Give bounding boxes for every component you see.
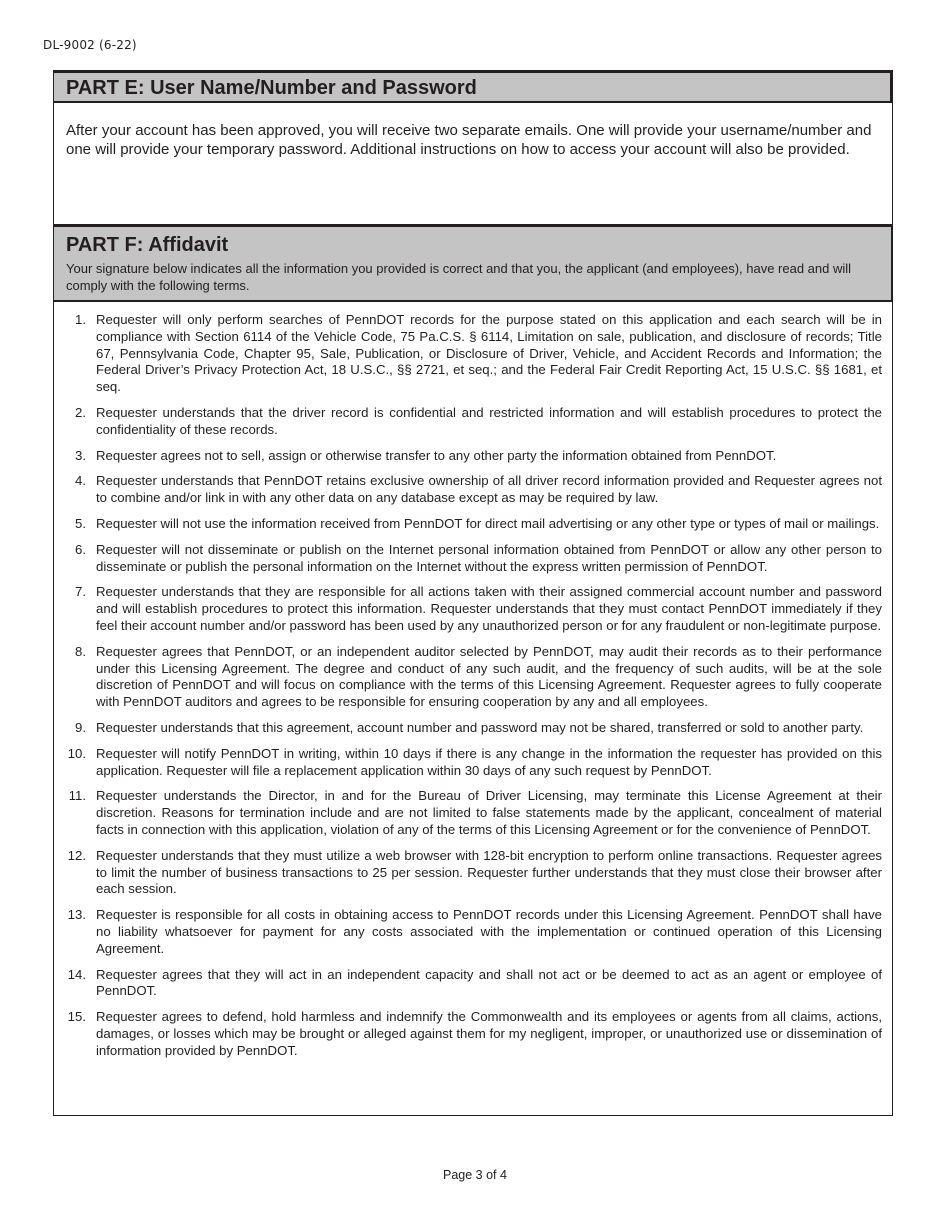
term-text: Requester agrees that they will act in an independent capacity and shall not act or be deemed to act as an agent or employee of PennDOT. [96, 966, 882, 999]
term-number: 15. [67, 1009, 86, 1025]
term-text: Requester understands that PennDOT retains exclusive ownership of all driver record information provided and Requester agrees not to combine and/or link in with any other data on any database except as may be required by law. [96, 473, 882, 506]
term-item [64, 516, 882, 533]
term-number: 2. [75, 404, 86, 420]
part-f-title: PART F: Affidavit [66, 234, 229, 256]
term-text: Requester understands that this agreement, account number and password may not be shared, transferred or sold to another party. [96, 719, 864, 735]
part-f-intro: Your signature below indicates all the information you provided is correct and that you, the applicant (and employees), have read and will comply with the following terms. [66, 261, 852, 293]
term-item [64, 542, 882, 576]
term-number: 4. [75, 473, 86, 489]
part-e-header [54, 73, 892, 103]
term-text: Requester will only perform searches of PennDOT records for the purpose stated on this application and each search will be in compliance with Section 6114 of the Vehicle Code, 75 Pa.C.S. § 6114, Limitation on sale, publication, and disclosure of records; Title 67, Pennsylvania Code, Chapter 95, Sale, Publication, or Disclosure of Driver, Vehicle, and Accident Records and Information; the Federal Driver’s Privacy Protection Act, 18 U.S.C., §§ 2721, et seq.; and the Federal Fair Credit Reporting Act, 15 U.S.C. §§ 1681, et seq. [96, 312, 882, 395]
term-number: 1. [75, 312, 86, 327]
term-text: Requester understands that they must utilize a web browser with 128-bit encryption to perform online transactions. Requester agrees to limit the number of business transactions to 25 per session. Requester further understands that they must close their browser after each session. [96, 847, 882, 897]
term-number: 8. [75, 643, 86, 659]
term-number: 10. [67, 745, 86, 761]
term-item [64, 720, 882, 737]
term-number: 13. [67, 907, 86, 923]
term-number: 5. [75, 515, 86, 531]
term-item [64, 312, 882, 396]
term-item [64, 405, 882, 439]
term-item [64, 473, 882, 507]
term-text: Requester understands that they are responsible for all actions taken with their assigned commercial account number and password and will establish procedures to protect this information. Requester understands that they must contact PennDOT immediately if they feel their account number and/or password has been used by any unauthorized person or for any fraudulent or non-legitimate purpose. [96, 584, 882, 633]
term-text: Requester will notify PennDOT in writing, within 10 days if there is any change in the information the requester has provided on this application. Requester will file a replacement application within 30 days of any such request by PennDOT. [96, 745, 882, 778]
term-item [64, 1009, 882, 1059]
term-item [64, 788, 882, 838]
terms-list [54, 302, 892, 1059]
part-e-body: After your account has been approved, you will receive two separate emails. One will provide your username/number and one will provide your temporary password. Additional instructions on how to access your account will also be provided. [54, 103, 892, 227]
term-text: Requester agrees not to sell, assign or otherwise transfer to any other party the information obtained from PennDOT. [96, 447, 777, 463]
term-text: Requester understands that the driver record is confidential and restricted information and will establish procedures to protect the confidentiality of these records. [96, 404, 882, 437]
term-item [64, 746, 882, 780]
term-text: Requester will not use the information received from PennDOT for direct mail advertising or any other type or types of mail or mailings. [96, 515, 880, 531]
term-number: 12. [67, 847, 86, 863]
term-number: 9. [75, 719, 86, 735]
term-number: 7. [75, 584, 86, 600]
term-number: 14. [67, 966, 86, 982]
form-frame [53, 70, 893, 1116]
term-item [64, 584, 882, 634]
term-number: 11. [68, 788, 86, 804]
term-item [64, 907, 882, 957]
term-item [64, 644, 882, 711]
part-f-header [54, 227, 892, 302]
part-e-title: PART E: User Name/Number and Password [66, 77, 477, 99]
term-text: Requester agrees that PennDOT, or an independent auditor selected by PennDOT, may audit their records as to their performance under this Licensing Agreement. The degree and conduct of any such audit, and the frequency of such audits, will be at the sole discretion of PennDOT and will focus on compliance with the terms of this Licensing Agreement. Requester agrees to fully cooperate with PennDOT auditors and agrees to be responsible for ensuring cooperation by any and all employees. [96, 643, 882, 710]
term-text: Requester understands the Director, in and for the Bureau of Driver Licensing, may terminate this License Agreement at their discretion. Reasons for termination include and are not limited to false statements made by the applicant, concealment of material facts in connection with this application, violation of any of the terms of this Licensing Agreement or for the convenience of PennDOT. [96, 788, 882, 837]
page-number: Page 3 of 4 [443, 1168, 507, 1182]
term-item [64, 848, 882, 898]
term-number: 3. [75, 447, 86, 463]
term-text: Requester agrees to defend, hold harmless and indemnify the Commonwealth and its employees or agents from all claims, actions, damages, or losses which may be brought or alleged against them for my negligent, improper, or unauthorized use or dissemination of information provided by PennDOT. [96, 1009, 882, 1058]
term-item [64, 448, 882, 465]
term-text: Requester will not disseminate or publish on the Internet personal information obtained from PennDOT or allow any other person to disseminate or publish the personal information on the Internet without the express written permission of PennDOT. [96, 541, 882, 574]
term-item [64, 967, 882, 1001]
form-id: DL-9002 (6-22) [43, 38, 137, 52]
term-number: 6. [75, 541, 86, 557]
term-text: Requester is responsible for all costs in obtaining access to PennDOT records under this Licensing Agreement. PennDOT shall have no liability whatsoever for payment for any costs associated with the implementation or continued operation of this Licensing Agreement. [96, 907, 882, 956]
